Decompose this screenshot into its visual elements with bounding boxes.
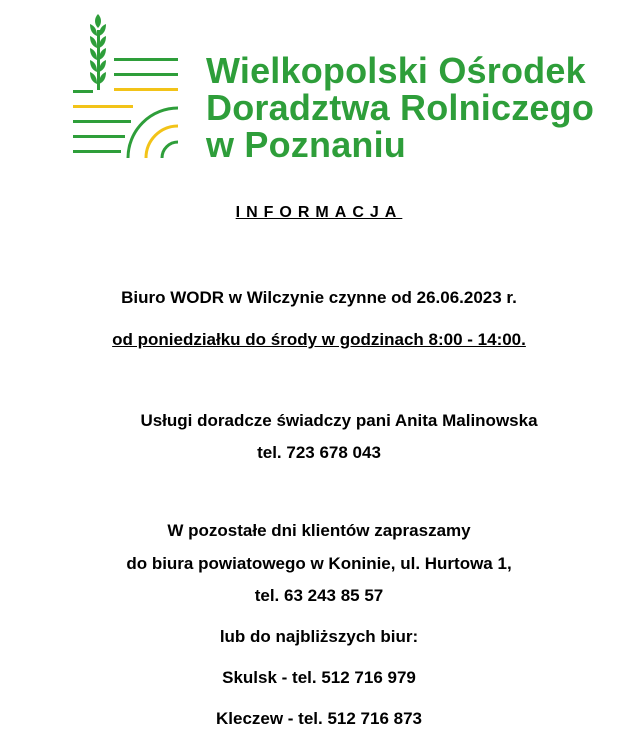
advisor-phone: tel. 723 678 043 xyxy=(257,443,381,462)
kleczew-phone: Kleczew - tel. 512 716 873 xyxy=(215,709,423,728)
notice-heading: INFORMACJA xyxy=(235,204,403,221)
office-hours: od poniedziałku do środy w godzinach 8:00 - 14:00. xyxy=(112,330,526,349)
org-name-line-3: w Poznaniu xyxy=(206,124,406,165)
office-open-date: Biuro WODR w Wilczynie czynne od 26.06.2023 r. xyxy=(121,288,517,307)
konin-office-phone: tel. 63 243 85 57 xyxy=(254,586,384,605)
wodr-logo-icon xyxy=(68,10,188,162)
nearest-offices-label: lub do najbliższych biur: xyxy=(219,627,419,646)
org-name-line-2: Doradztwa Rolniczego xyxy=(206,87,595,128)
other-days-line-2: do biura powiatowego w Koninie, ul. Hurtowa 1, xyxy=(126,554,512,573)
org-name-line-1: Wielkopolski Ośrodek xyxy=(206,50,586,91)
skulsk-phone: Skulsk - tel. 512 716 979 xyxy=(222,668,416,687)
other-days-line-1: W pozostałe dni klientów zapraszamy xyxy=(167,521,471,540)
organization-name xyxy=(206,52,594,163)
advisor-name: Usługi doradcze świadczy pani Anita Malinowska xyxy=(140,411,538,430)
